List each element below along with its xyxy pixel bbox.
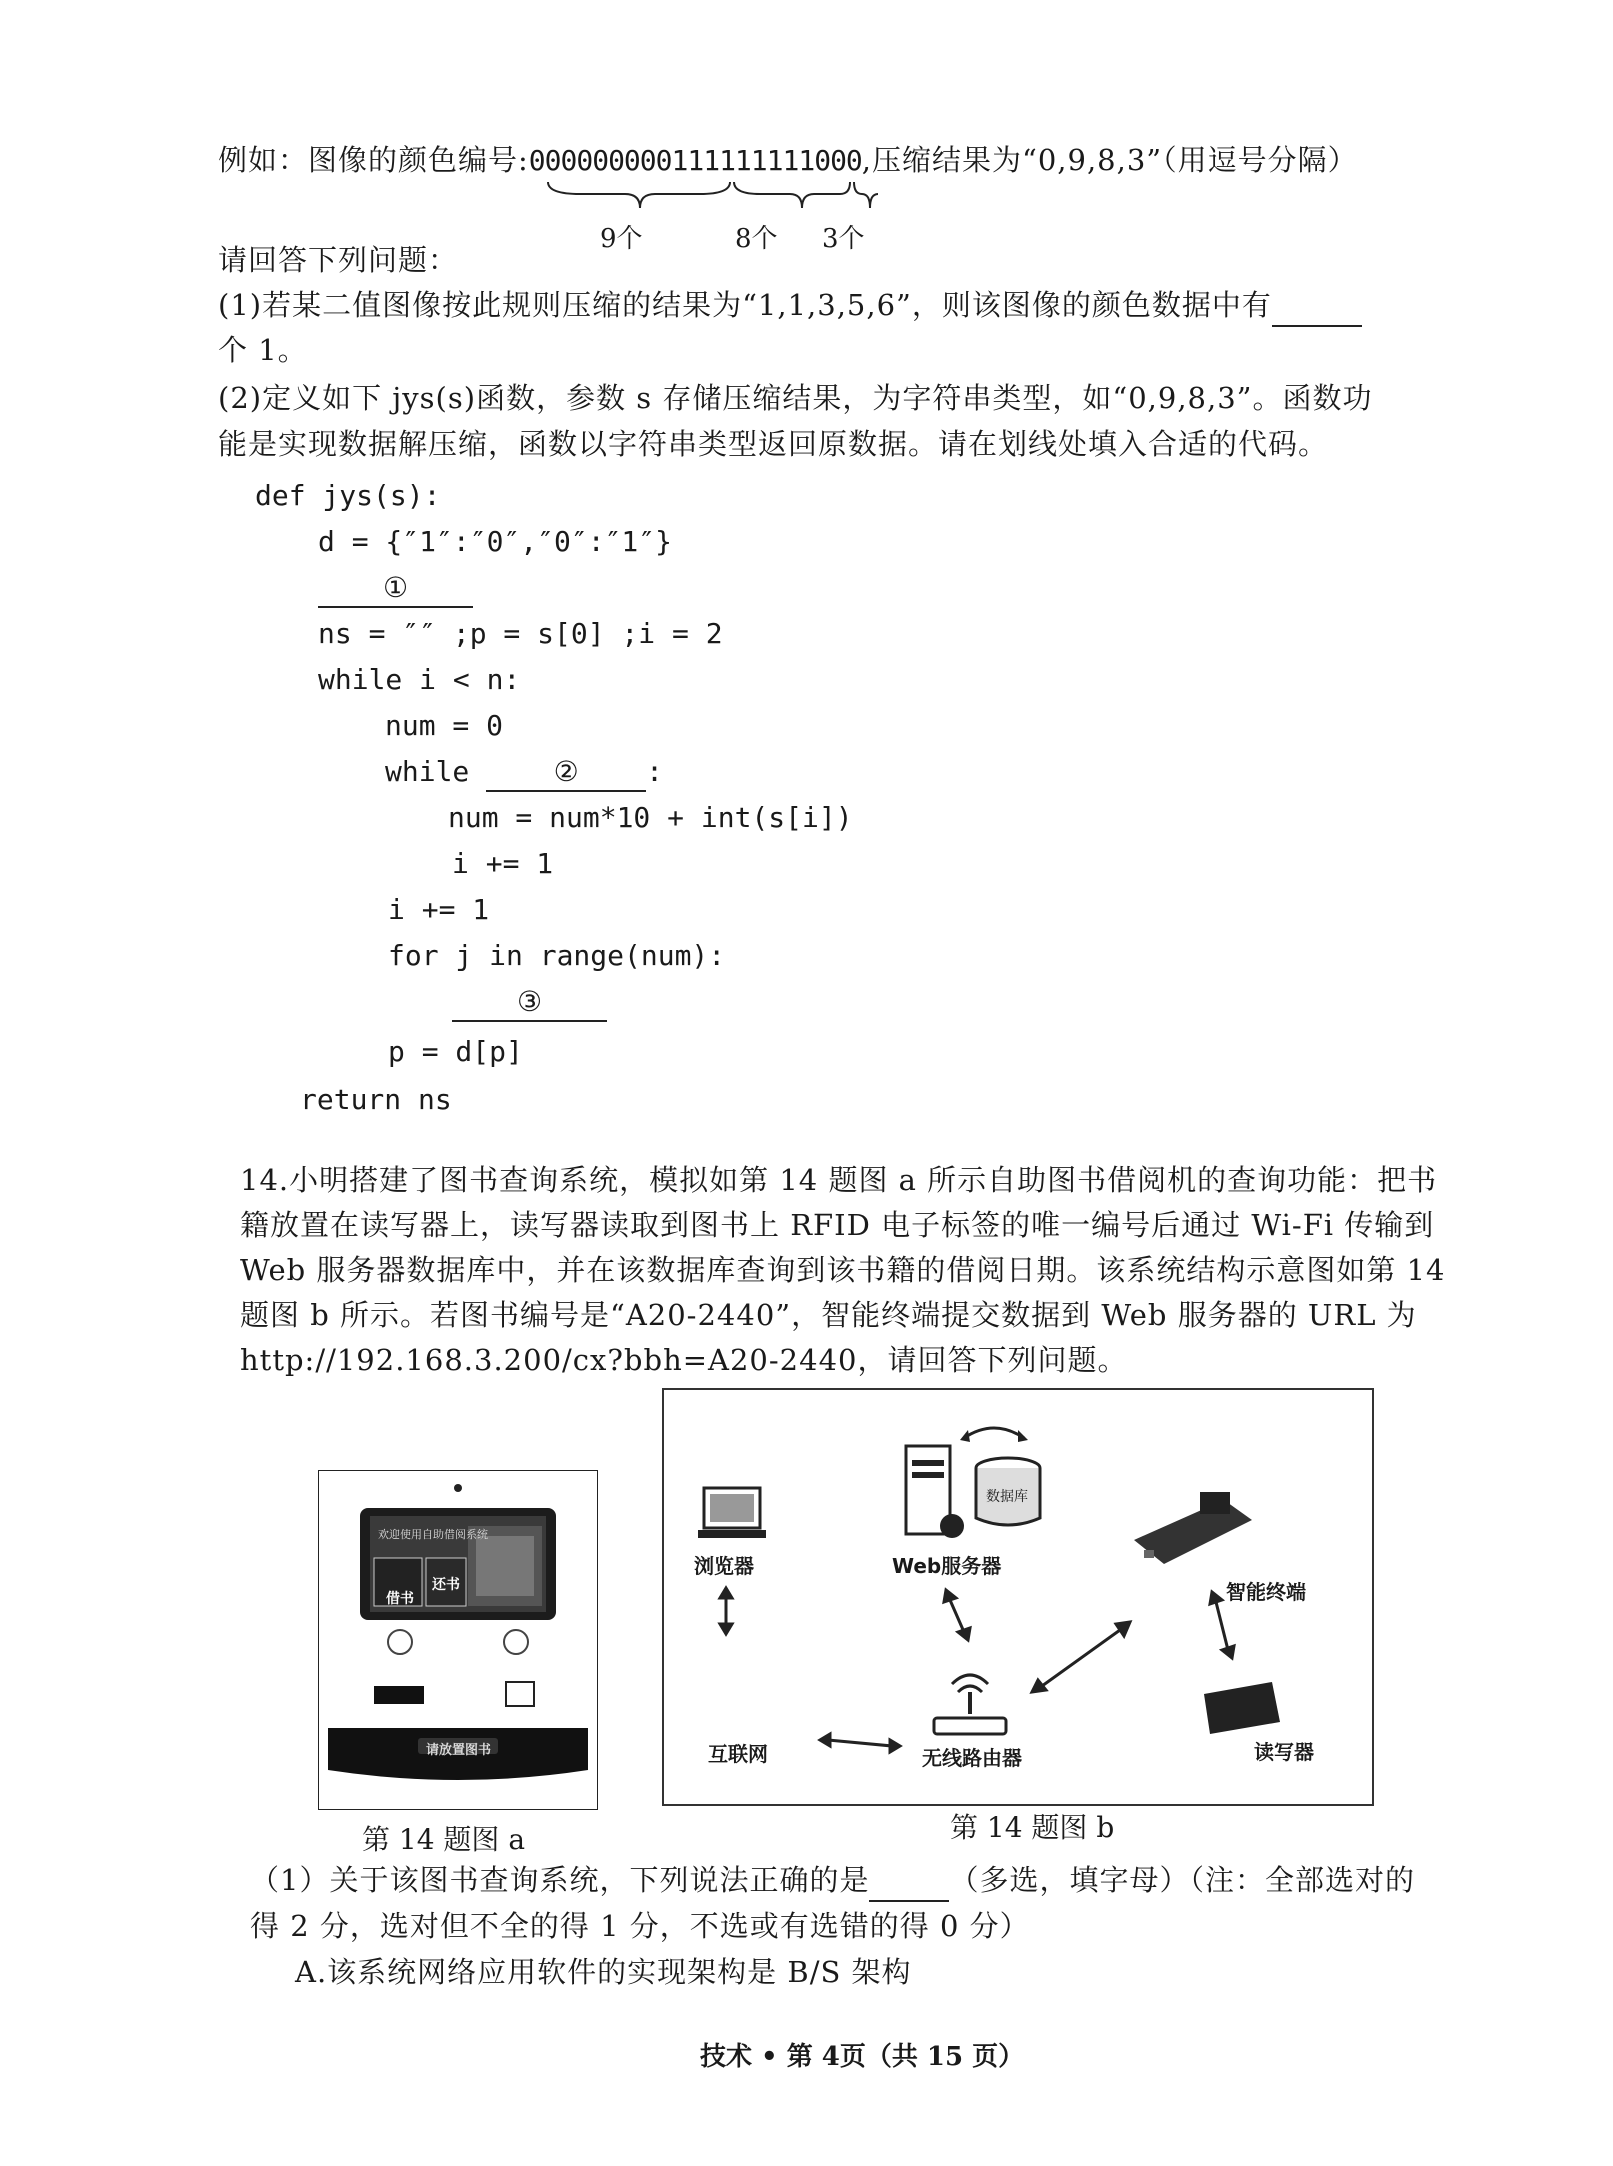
- label-router: 无线路由器: [922, 1746, 1022, 1770]
- label-smart-terminal: 智能终端: [1226, 1580, 1306, 1604]
- label-web-server: Web服务器: [892, 1554, 1002, 1578]
- sub-question-1-line2: 得 2 分，选对但不全的得 1 分，不选或有选错的得 0 分）: [250, 1909, 1030, 1943]
- label-reader: 读写器: [1254, 1740, 1314, 1764]
- code-blank-1[interactable]: ①: [318, 570, 473, 608]
- question-1-line2: 个 1。: [218, 333, 308, 367]
- code-line-flip: p = d[p]: [388, 1035, 523, 1068]
- grouping-braces: [540, 180, 880, 220]
- figure-b: [662, 1388, 1374, 1806]
- code-line-while-outer: while i < n:: [318, 663, 521, 696]
- answer-blank-sub1[interactable]: [869, 1860, 949, 1902]
- question-2-line2: 能是实现数据解压缩，函数以字符串类型返回原数据。请在划线处填入合适的代码。: [218, 427, 1329, 461]
- example-bits: 000000000111111111000: [528, 144, 862, 177]
- brace-label-9: 9个: [600, 224, 643, 254]
- web-server-icon: [906, 1446, 964, 1538]
- sub-question-1-note: （多选，填字母）（注：全部选对的: [949, 1863, 1415, 1897]
- example-line: [218, 140, 1358, 181]
- label-database: 数据库: [986, 1489, 1028, 1505]
- question-14-line4: 题图 b 所示。若图书编号是“A20-2440”，智能终端提交数据到 Web 服务器的 URL 为: [240, 1298, 1417, 1332]
- code-colon: :: [646, 755, 664, 788]
- reader-icon: [1204, 1682, 1280, 1734]
- question-1-text: (1)若某二值图像按此规则压缩的结果为“1,1,3,5,6”，则该图像的颜色数据中有: [218, 288, 1272, 322]
- sub-question-1-line1: [250, 1860, 1415, 1902]
- page-footer: 技术 • 第 4页（共 15 页）: [700, 2042, 1025, 2072]
- brace-label-8: 8个: [735, 224, 778, 254]
- example-prefix: 例如：图像的颜色编号:: [218, 143, 529, 177]
- question-14-line1: 14.小明搭建了图书查询系统，模拟如第 14 题图 a 所示自助图书借阅机的查询功能：把书: [240, 1163, 1438, 1197]
- brace-label-3: 3个: [822, 224, 865, 254]
- intro-text: 请回答下列问题：: [218, 243, 459, 277]
- code-line-i-increment-inner: i += 1: [452, 847, 554, 880]
- code-line-return: return ns: [300, 1083, 452, 1116]
- question-14-line2: 籍放置在读写器上，读写器读取到图书上 RFID 电子标签的唯一编号后通过 Wi-Fi 传输到: [240, 1208, 1435, 1242]
- code-line-def: def jys(s):: [255, 479, 441, 512]
- code-line-i-increment: i += 1: [388, 893, 490, 926]
- figure-a: [318, 1470, 598, 1810]
- figure-b-caption: 第 14 题图 b: [950, 1811, 1115, 1844]
- code-line-while-inner: [385, 754, 663, 792]
- code-line-num-accumulate: num = num*10 + int(s[i]): [448, 801, 853, 834]
- kiosk-return-button: 还书: [432, 1577, 460, 1593]
- code-blank-3[interactable]: ③: [452, 984, 607, 1022]
- figure-a-caption: 第 14 题图 a: [362, 1823, 526, 1856]
- option-a: A.该系统网络应用软件的实现架构是 B/S 架构: [295, 1955, 912, 1989]
- code-line-dict: d = {″1″:″0″,″0″:″1″}: [318, 525, 673, 558]
- code-while-keyword: while: [385, 755, 470, 788]
- code-line-num-init: num = 0: [385, 709, 504, 742]
- code-blank-3-line: [452, 984, 607, 1022]
- kiosk-illustration: [318, 1470, 598, 1810]
- question-14-line5: http://192.168.3.200/cx?bbh=A20-2440，请回答下列问题。: [240, 1343, 1128, 1377]
- smart-terminal-icon: [1134, 1492, 1252, 1564]
- browser-pc-icon: [698, 1488, 766, 1538]
- question-2-line1: (2)定义如下 jys(s)函数，参数 s 存储压缩结果，为字符串类型，如“0,9,8,3”。函数功: [218, 381, 1373, 415]
- label-browser: 浏览器: [694, 1554, 754, 1578]
- question-1-line1: [218, 285, 1362, 327]
- question-14-line3: Web 服务器数据库中，并在该数据库查询到该书籍的借阅日期。该系统结构示意图如第 14: [240, 1253, 1446, 1287]
- kiosk-screen-title: 欢迎使用自助借阅系统: [378, 1528, 488, 1541]
- example-suffix: ,压缩结果为“0,9,8,3”（用逗号分隔）: [861, 143, 1358, 177]
- router-icon: [934, 1675, 1006, 1734]
- sub-question-1-text: （1）关于该图书查询系统，下列说法正确的是: [250, 1863, 870, 1897]
- label-internet: 互联网: [708, 1742, 768, 1766]
- kiosk-borrow-button: 借书: [386, 1591, 414, 1607]
- code-blank-1-line: [318, 570, 473, 608]
- code-line-for: for j in range(num):: [388, 939, 726, 972]
- answer-blank-1[interactable]: [1272, 285, 1362, 327]
- code-line-init: ns = ″″ ;p = s[0] ;i = 2: [318, 617, 723, 650]
- code-blank-2[interactable]: ②: [486, 754, 646, 792]
- kiosk-base-text: 请放置图书: [426, 1743, 492, 1758]
